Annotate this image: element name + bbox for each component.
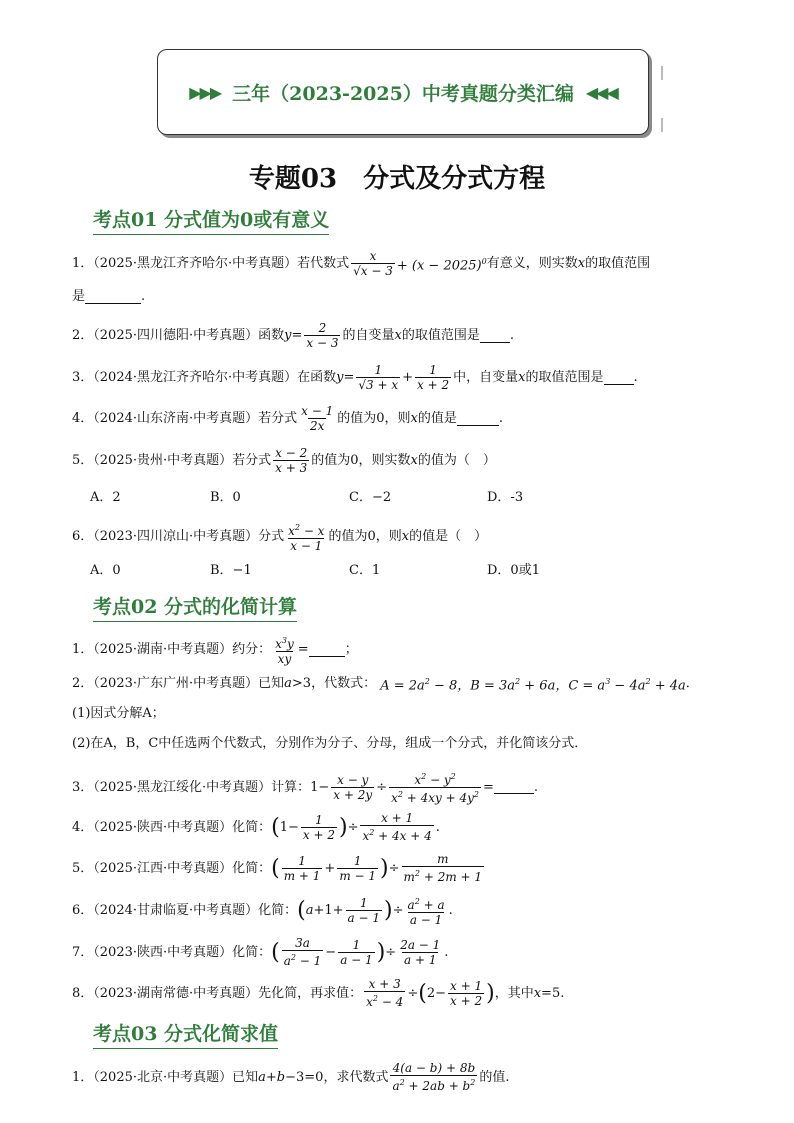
question-text: 中，自变量 <box>453 370 519 385</box>
question-text: 的值. <box>479 1069 510 1085</box>
fraction: $\frac{x + 1}{x + 2}$ <box>450 978 483 1008</box>
question-text: 的值是（ ） <box>409 529 488 544</box>
fraction: $\frac{x + 3}{x^2 - 4}$ <box>366 977 404 1009</box>
section-heading <box>93 592 297 619</box>
margin-mark <box>661 66 663 80</box>
question-item: 1．（2025·北京·中考真题）已知 a + b −3=0 ，求代数式 $\frac{4(a - b) + 8b}{a^2 + 2ab + b^2}$ 的值. <box>72 1061 510 1093</box>
question-item: 6．（2023·四川凉山·中考真题）分式 $\frac{x^2 - x}{x - 1}$ 的值为0，则 x 的值是（ ） <box>72 523 488 553</box>
margin-mark <box>661 118 663 132</box>
option-d[interactable]: D．0或1 <box>487 563 540 578</box>
fraction: $\frac{x + 1}{x^2 + 4x + 4}$ <box>362 811 432 843</box>
question-text: . <box>533 779 539 795</box>
option-a[interactable]: A．0 <box>90 563 121 578</box>
section-heading <box>93 1019 278 1046</box>
question-text: ； <box>344 642 358 657</box>
question-text: ，求代数式 <box>323 1069 389 1085</box>
question-text: 5．（2025·贵州·中考真题）若分式 <box>72 453 272 468</box>
answer-blank[interactable] <box>604 372 634 385</box>
fraction: $\frac{1}{√3 + x}$ <box>358 363 399 392</box>
question-item: 3．（2025·黑龙江绥化·中考真题）计算： 1− $\frac{x - y}{x + 2y}$ ÷ $\frac{x^2 - y^2}{x^2 + 4xy + 4y^2}$ = . <box>72 772 539 805</box>
question-text: 的取值范围是 <box>401 328 480 343</box>
question-text: ，代数式： <box>311 676 377 692</box>
question-item: 8．（2023·湖南常德·中考真题）先化简，再求值： $\frac{x + 3}{x^2 - 4}$ ÷ ( 2− $\frac{x + 1}{x + 2}$ ) ，其中 x =5 . <box>72 977 565 1009</box>
banner-text: 三年（2023-2025）中考真题分类汇编 <box>232 82 574 105</box>
question-text: 7．（2023·陕西·中考真题）化简： <box>72 944 272 960</box>
section-label: 考点01 分式值为0或有意义 <box>93 209 330 231</box>
fraction: $\frac{1}{a - 1}$ <box>347 896 381 925</box>
option-c[interactable]: C．1 <box>349 563 381 578</box>
question-item: 1．（2025·黑龙江齐齐哈尔·中考真题）若代数式 $\frac{x}{√x - 3}$ + $(x - 2025)^0$ 有意义，则实数 x 的取值范围 <box>72 249 651 278</box>
sub-question: (1)因式分解A； <box>72 706 165 721</box>
question-item: 1．（2025·湖南·中考真题）约分： $\frac{x^3y}{xy}$ = ； <box>72 636 358 666</box>
question-text: 的取值范围 <box>585 256 651 271</box>
question-text: 1．（2025·黑龙江齐齐哈尔·中考真题）若代数式 <box>72 256 350 271</box>
question-text: 的值是 <box>417 411 457 426</box>
question-text: ，其中 <box>494 985 534 1001</box>
fraction: $\frac{x - 2}{x + 3}$ <box>275 446 308 475</box>
question-item: 5．（2025·贵州·中考真题）若分式 $\frac{x - 2}{x + 3}$ 的值为0，则实数 x 的值为（ ） <box>72 446 496 475</box>
question-item: 5．（2025·江西·中考真题）化简： ( $\frac{1}{m + 1}$ + $\frac{1}{m - 1}$ ) ÷ $\frac{m}{m^2 + 2m + 1}$ <box>72 852 483 884</box>
answer-blank[interactable] <box>309 644 345 657</box>
question-text: 3．（2024·黑龙江齐齐哈尔·中考真题）在函数 <box>72 370 337 385</box>
question-text: 的取值范围是 <box>525 370 604 385</box>
question-text: 的值为0，则 <box>337 411 411 426</box>
question-text: ． <box>685 676 699 692</box>
answer-blank[interactable] <box>494 781 534 794</box>
option-b[interactable]: B．−1 <box>210 563 252 578</box>
question-text: . <box>498 411 503 426</box>
question-text: 1．（2025·北京·中考真题）已知 <box>72 1069 259 1085</box>
question-text: . <box>633 370 638 385</box>
section-heading <box>93 205 329 232</box>
answer-blank[interactable] <box>457 413 499 426</box>
question-text: . <box>448 903 453 918</box>
fraction: $\frac{2}{x - 3}$ <box>306 321 339 350</box>
question-item: 4．（2025·陕西·中考真题）化简： ( 1− $\frac{1}{x + 2}$ ) ÷ $\frac{x + 1}{x^2 + 4x + 4}$ . <box>72 811 440 843</box>
fraction: $\frac{x}{√x - 3}$ <box>353 249 393 278</box>
question-text: . <box>435 819 440 835</box>
question-text: 的自变量 <box>342 328 395 343</box>
fraction: $\frac{a^2 + a}{a - 1}$ <box>407 897 445 927</box>
fraction: $\frac{x - 1}{2x}$ <box>301 404 334 433</box>
question-text: 6．（2024·甘肃临夏·中考真题）化简： <box>72 903 298 918</box>
fraction: $\frac{1}{a - 1}$ <box>340 937 373 967</box>
question-text: . <box>444 944 449 960</box>
fraction: $\frac{x^2 - x}{x - 1}$ <box>288 523 325 553</box>
fraction: $\frac{1}{x + 2}$ <box>302 812 335 842</box>
option-d[interactable]: D．-3 <box>487 490 524 505</box>
question-text: 6．（2023·四川凉山·中考真题）分式 <box>72 529 285 544</box>
option-c[interactable]: C．−2 <box>349 490 392 505</box>
question-text: . <box>141 289 146 304</box>
question-text: 的值为0，则实数 <box>311 453 411 468</box>
question-item: 7．（2023·陕西·中考真题）化简： ( $\frac{3a}{a^2 - 1}$ − $\frac{1}{a - 1}$ ) ÷ $\frac{2a - 1}{a + 1}$ . <box>72 936 449 968</box>
question-text: 5．（2025·江西·中考真题）化简： <box>72 860 272 876</box>
header-banner <box>157 49 649 135</box>
page-title: 专题03 分式及分式方程 <box>248 164 546 194</box>
question-item: 2．（2023·广东广州·中考真题）已知 a >3 ，代数式： $A = 2a^2 - 8$，$B = 3a^2 + 6a$，$C = a^3 - 4a^2 + 4a$ ． <box>72 676 699 694</box>
fraction: $\frac{1}{x + 2}$ <box>417 363 450 392</box>
right-arrows-icon: ◀◀◀ <box>585 82 617 102</box>
fraction: $\frac{1}{m + 1}$ <box>283 853 321 883</box>
fraction: $\frac{x - y}{x + 2y}$ <box>333 772 373 802</box>
answer-blank[interactable] <box>85 291 141 304</box>
sub-question: (2)在A，B，C中任选两个代数式，分别作为分子、分母，组成一个分式，并化简该分式． <box>72 736 588 751</box>
question-text: 是 <box>72 289 86 304</box>
question-item: 4．（2024·山东济南·中考真题）若分式 $\frac{x - 1}{2x}$ 的值为0，则 x 的值是 . <box>72 404 503 433</box>
question-item: 2．（2025·四川德阳·中考真题）函数 y = $\frac{2}{x - 3}$ 的自变量 x 的取值范围是 . <box>72 321 514 350</box>
section-label: 考点02 分式的化简计算 <box>93 596 298 618</box>
question-text: 3．（2025·黑龙江绥化·中考真题）计算： <box>72 779 311 795</box>
question-text: 2．（2025·四川德阳·中考真题）函数 <box>72 328 285 343</box>
fraction: $\frac{4(a - b) + 8b}{a^2 + 2ab + b^2}$ <box>392 1061 476 1093</box>
question-text: 2．（2023·广东广州·中考真题）已知 <box>72 676 285 692</box>
option-b[interactable]: B．0 <box>210 490 241 505</box>
question-text: 1．（2025·湖南·中考真题）约分： <box>72 642 272 657</box>
section-label: 考点03 分式化简求值 <box>93 1023 279 1045</box>
question-continuation <box>72 288 145 306</box>
fraction: $\frac{3a}{a^2 - 1}$ <box>283 936 322 968</box>
question-text: . <box>560 985 565 1001</box>
fraction: $\frac{2a - 1}{a + 1}$ <box>400 937 441 967</box>
question-text: . <box>509 328 514 343</box>
question-text: 4．（2024·山东济南·中考真题）若分式 <box>72 411 298 426</box>
option-a[interactable]: A．2 <box>90 490 121 505</box>
question-item: 3．（2024·黑龙江齐齐哈尔·中考真题）在函数 y = $\frac{1}{√3 + x}$ + $\frac{1}{x + 2}$ 中，自变量 x 的取值范围是 . <box>72 363 638 392</box>
answer-blank[interactable] <box>480 330 510 343</box>
question-text: 的值为（ ） <box>417 453 496 468</box>
question-text: 4．（2025·陕西·中考真题）化简： <box>72 819 272 835</box>
question-text: 的值为0，则 <box>328 529 402 544</box>
fraction: $\frac{m}{m^2 + 2m + 1}$ <box>403 852 483 884</box>
fraction: $\frac{x^2 - y^2}{x^2 + 4xy + 4y^2}$ <box>391 772 480 805</box>
question-text: 有意义，则实数 <box>486 256 578 271</box>
question-item: 6．（2024·甘肃临夏·中考真题）化简： ( a +1+ $\frac{1}{a - 1}$ ) ÷ $\frac{a^2 + a}{a - 1}$ . <box>72 896 453 927</box>
left-arrows-icon: ▶▶▶ <box>189 82 221 102</box>
fraction: $\frac{1}{m - 1}$ <box>339 853 377 883</box>
fraction: $\frac{x^3y}{xy}$ <box>275 636 294 666</box>
question-text: 8．（2023·湖南常德·中考真题）先化简，再求值： <box>72 985 363 1001</box>
